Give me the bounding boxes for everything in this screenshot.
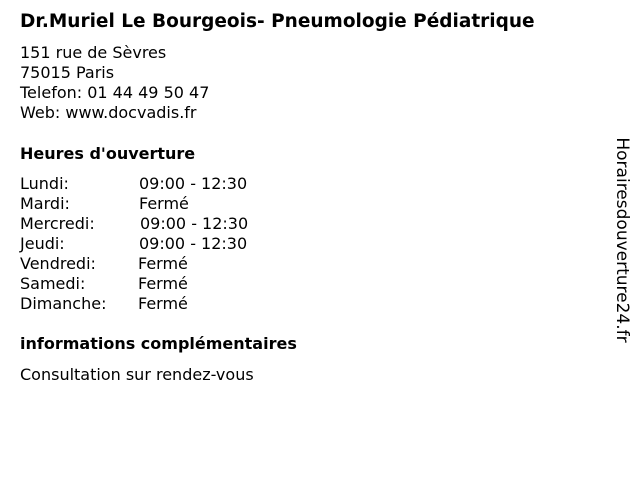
day-label: Mercredi: [20,214,95,233]
additional-info-heading: informations complémentaires [20,334,297,353]
hours-value: Fermé [138,254,188,273]
day-label: Jeudi: [20,234,65,253]
website: Web: www.docvadis.fr [20,103,197,122]
hours-value: 09:00 - 12:30 [140,214,249,233]
phone-number: Telefon: 01 44 49 50 47 [20,83,210,102]
hours-value: 09:00 - 12:30 [139,234,248,253]
hours-value: 09:00 - 12:30 [139,174,248,193]
day-label: Dimanche: [20,294,107,313]
business-address [20,43,209,123]
day-label: Vendredi: [20,254,96,273]
hours-value: Fermé [139,194,189,213]
day-label: Mardi: [20,194,70,213]
city-postal: 75015 Paris [20,63,115,82]
day-label: Lundi: [20,174,69,193]
additional-info-text: Consultation sur rendez-vous [20,365,254,384]
hours-value: Fermé [138,274,188,293]
day-label: Samedi: [20,274,86,293]
business-name: Dr.Muriel Le Bourgeois- Pneumologie Pédiatrique [20,11,535,32]
hours-heading: Heures d'ouverture [20,144,196,163]
site-watermark: Horairesdouverture24.fr [612,137,632,343]
street-address: 151 rue de Sèvres [20,43,167,62]
hours-value: Fermé [138,294,188,313]
